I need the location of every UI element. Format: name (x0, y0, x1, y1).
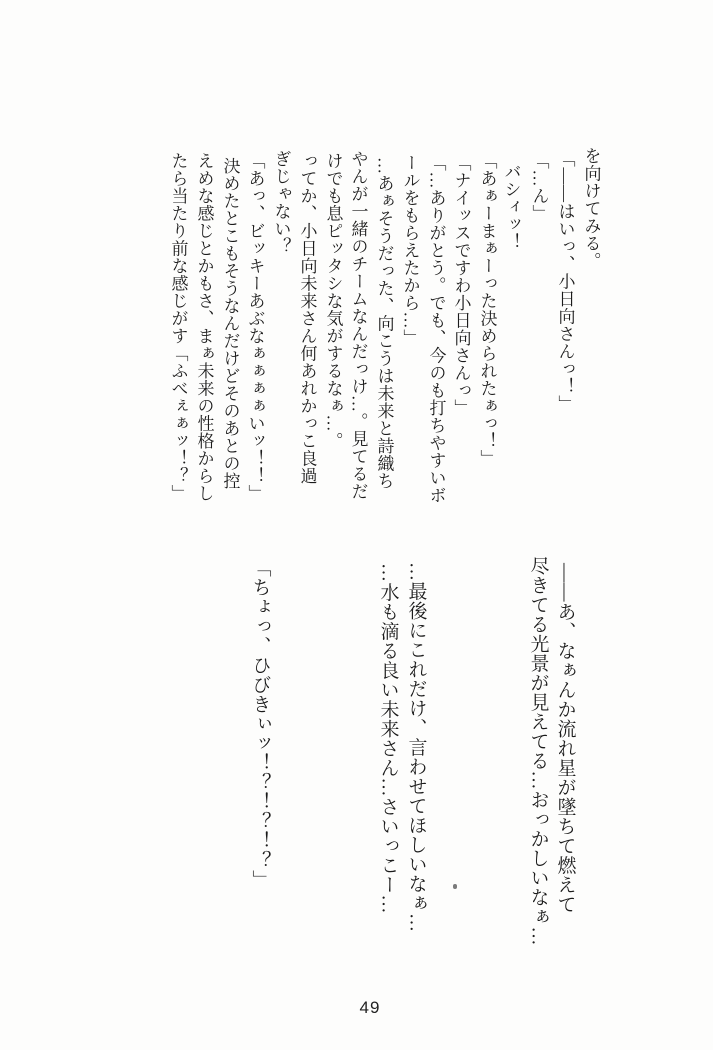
text-column: バシィッ！ (501, 163, 521, 251)
text-column: を向けてみる。 (581, 147, 601, 270)
text-column: 「あっ、ビッキーあぶなぁぁぁぁいッ！！」 (245, 152, 265, 502)
text-column: えめな感じとかもさ、まぁ未来の性格からし (194, 152, 214, 502)
text-column: けでも息ピッタシな気がするなぁ…。 (323, 152, 343, 450)
text-column: ――あ、なぁんか流れ星が墜ちて燃えて (554, 563, 576, 914)
text-column: 尽きてる光景が見えてる…おっかしいなぁ… (527, 556, 549, 946)
text-column: ってか、小日向未来さん何あれかっこ良過 (297, 152, 317, 485)
text-column: 「ナイッスですわ小日向さんっ」 (451, 154, 471, 417)
text-column: 「ちょっ、ひびきぃッ！？！？！？」 (249, 558, 271, 890)
text-column: 「…ありがとう。でも、今のも打ちやすいボ (426, 154, 446, 504)
text-column: 「…ん」 (529, 152, 549, 222)
text-column: 「あぁーまぁーった決められたぁっ！」 (477, 152, 497, 467)
ink-speck-artifact (453, 884, 457, 889)
text-column: ールをもらえたから…」 (400, 154, 420, 347)
text-column: ぎじゃない？ (271, 150, 291, 255)
text-column: やんが一緒のチームなんだっけ…。見てるだ (348, 150, 368, 500)
page-number: 49 (359, 998, 381, 1017)
text-column: …最後にこれだけ、言わせてほしいなぁ… (405, 562, 427, 933)
text-column: …あぁそうだった、向こうは未来と詩織ち (374, 157, 394, 490)
text-column: たら当たり前な感じがす「ふべぇぁッ！？」 (168, 152, 188, 502)
text-column: 「――はいっ、小日向さんっ！」 (555, 150, 575, 413)
text-column: …水も滴る良い未来さん…さいっこー… (377, 563, 399, 914)
text-column: 決めたとこもそうなんだけどそのあとの控 (220, 157, 240, 490)
